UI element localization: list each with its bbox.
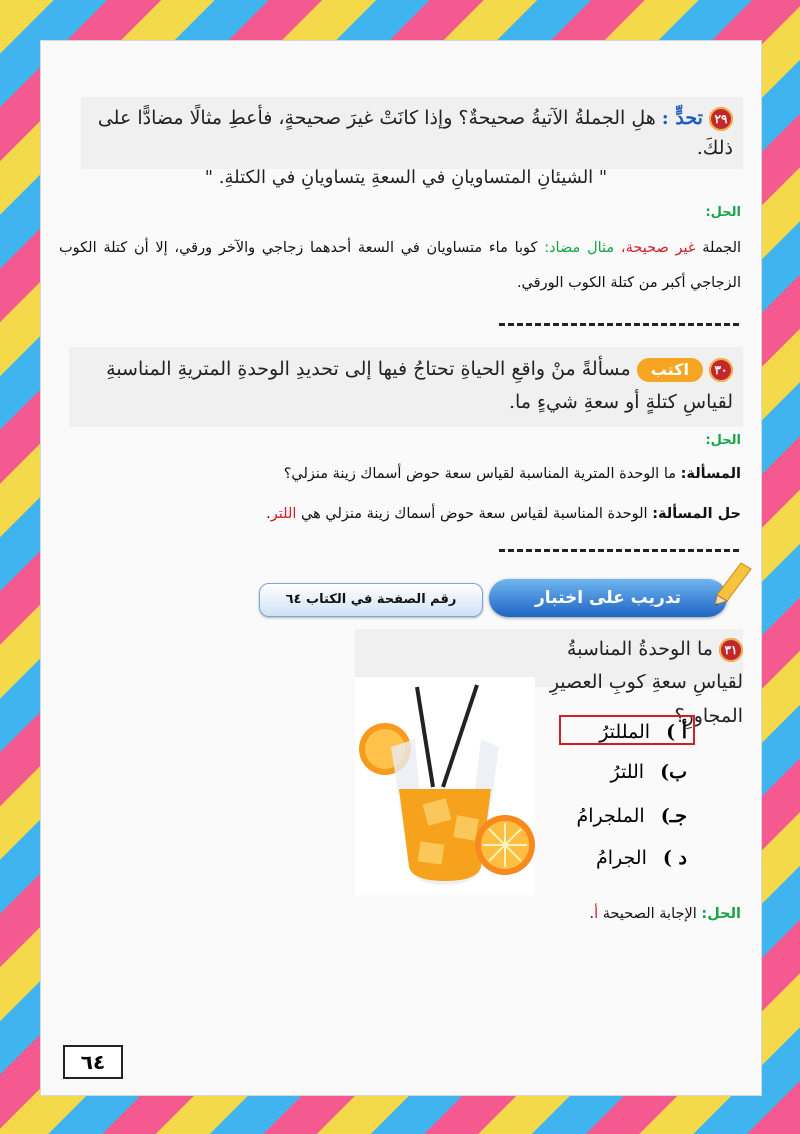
correct-letter: أ — [594, 906, 599, 922]
answer-not-correct: غير صحيحة، — [620, 240, 696, 256]
option-letter: أ ) — [666, 721, 687, 743]
page-number-box — [63, 1045, 123, 1079]
practice-banner — [489, 579, 727, 617]
option-text: الجرامُ — [596, 847, 647, 869]
solution-label-31: الحل: — [701, 906, 741, 922]
answer-rest: كوبا ماء متساويان في السعة أحدهما زجاجي والآخر ورقي، إلا أن كتلة الكوب الزجاجي أكبر من كتلة الكوب الورقي. — [59, 240, 741, 291]
question-number-badge: ٣١ — [719, 638, 743, 662]
question-30-box — [69, 347, 743, 427]
option-letter: جـ) — [660, 805, 687, 827]
solution-label-29: الحل: — [705, 205, 741, 220]
page-sheet — [40, 40, 762, 1096]
problem-solution-text: الوحدة المناسبة لقياس سعة حوض أسماك زينة منزلي هي — [301, 506, 648, 522]
option-text: الملجرامُ — [576, 805, 645, 827]
page-reference-box — [259, 583, 483, 617]
option-d[interactable] — [559, 843, 695, 873]
problem-label: المسألة: — [680, 466, 741, 482]
question-29-text: هلِ الجملةُ الآتيةُ صحيحةٌ؟ وإذا كانَتْ غيرَ صحيحةٍ، فأعطِ مثالًا مضادًّا على ذلكَ. — [97, 107, 733, 160]
option-text: اللترُ — [610, 761, 645, 783]
question-29-box — [81, 97, 743, 169]
problem-solution-line — [59, 503, 741, 526]
option-letter: ب) — [660, 761, 687, 783]
answer-liter: اللتر — [270, 506, 297, 522]
challenge-label: تحدٍّ : — [661, 107, 703, 129]
page-number: ٦٤ — [80, 1050, 106, 1074]
question-number-badge: ٢٩ — [709, 107, 733, 131]
option-b[interactable] — [559, 757, 695, 787]
divider — [499, 549, 739, 552]
question-number-badge: ٣٠ — [709, 358, 733, 382]
problem-line — [59, 463, 741, 486]
page-reference-text: رقم الصفحة في الكتاب ٦٤ — [285, 592, 457, 607]
juice-glass-image — [355, 677, 535, 895]
option-a[interactable] — [559, 715, 695, 745]
question-31-text: ما الوحدةُ المناسبةُ لقياسِ سعةِ كوبِ العصيرِ المجاورِ؟ — [549, 638, 743, 727]
practice-banner-title: تدريب على اختبار — [534, 588, 682, 608]
pencil-icon — [713, 561, 753, 607]
question-29-quote: " الشيئانِ المتساويانِ في السعةِ يتساويانِ في الكتلةِ. " — [204, 167, 608, 188]
option-text: المللترُ — [599, 721, 651, 743]
option-c[interactable] — [559, 801, 695, 831]
solution-label-30: الحل: — [705, 433, 741, 448]
question-30-text: مسألةً منْ واقعِ الحياةِ تحتاجُ فيها إلى تحديدِ الوحدةِ المتريةِ المناسبةِ لقياسِ كتلةٍ أو سعةِ شيءٍ ما. — [106, 358, 733, 414]
option-letter: د ) — [662, 847, 687, 869]
counter-example-label: مثال مضاد: — [544, 240, 615, 256]
problem-text: ما الوحدة المترية المناسبة لقياس سعة حوض أسماك زينة منزلي؟ — [283, 466, 677, 482]
solution-29-text — [59, 231, 741, 301]
write-label: اكتب — [637, 358, 703, 382]
answer-part1: الجملة — [702, 240, 742, 256]
problem-solution-label: حل المسألة: — [652, 506, 741, 522]
divider — [499, 323, 739, 326]
solution-31-text: الإجابة الصحيحة — [602, 906, 697, 922]
period: . — [589, 906, 595, 922]
period: . — [266, 506, 271, 522]
solution-31-line — [59, 903, 741, 926]
